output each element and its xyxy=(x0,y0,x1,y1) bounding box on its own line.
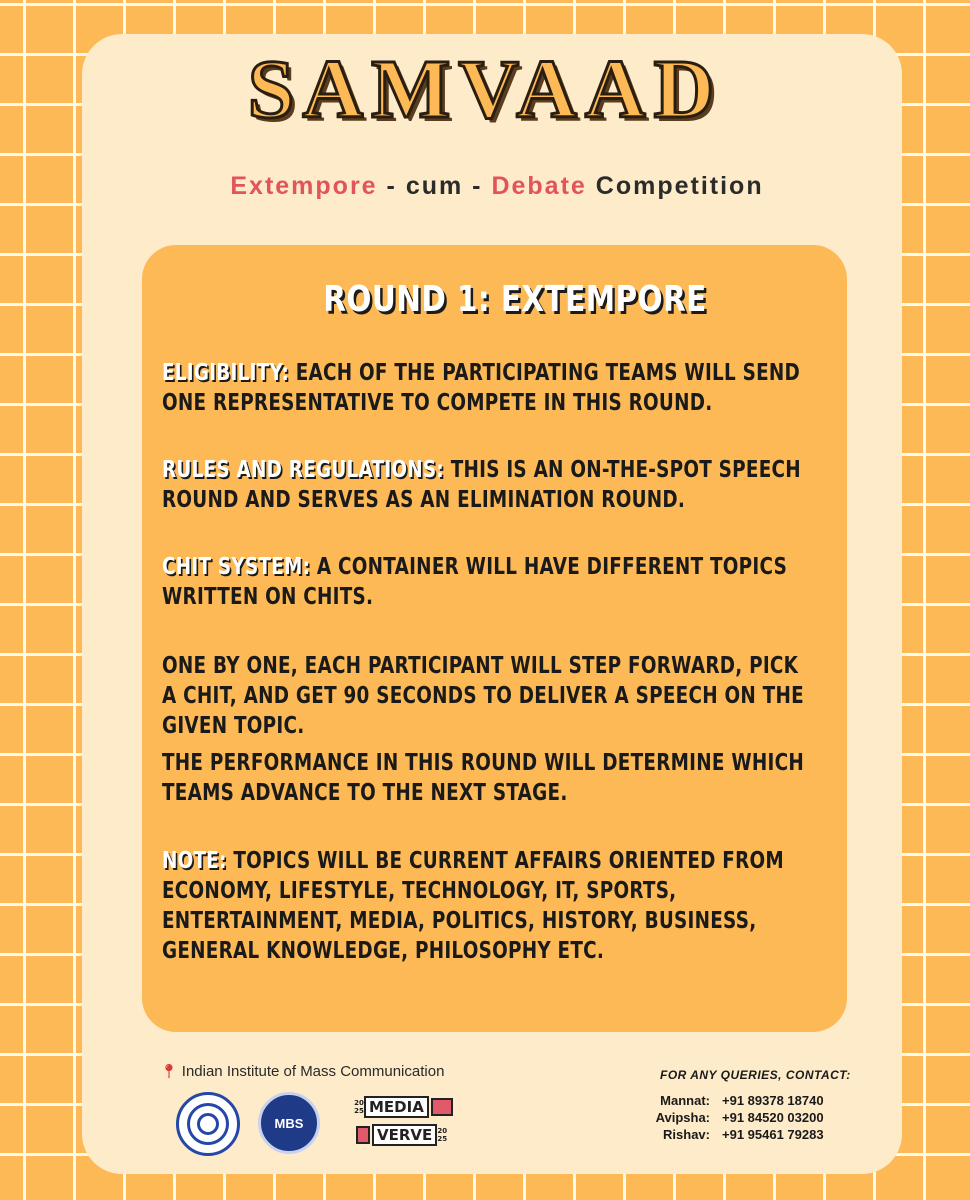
eligibility-paragraph xyxy=(162,358,818,418)
contact-name: Rishav: xyxy=(663,1127,710,1142)
year-bottom: 20 25 xyxy=(437,1127,448,1143)
event-subtitle xyxy=(0,172,970,201)
event-title: SAMVAAD xyxy=(247,43,723,136)
media-row xyxy=(354,1096,453,1118)
contact-phone[interactable]: +91 89378 18740 xyxy=(722,1093,824,1108)
media-text: MEDIA xyxy=(364,1096,429,1118)
note-label: NOTE: xyxy=(162,848,227,874)
subtitle-extempore: Extempore xyxy=(230,172,378,200)
chit-paragraph xyxy=(162,552,818,612)
performance-paragraph: THE PERFORMANCE IN THIS ROUND WILL DETERMINE WHICH TEAMS ADVANCE TO THE NEXT STAGE. xyxy=(162,750,804,806)
contact-phone[interactable]: +91 95461 79283 xyxy=(722,1127,824,1142)
subtitle-competition: Competition xyxy=(595,172,764,200)
step-paragraph: ONE BY ONE, EACH PARTICIPANT WILL STEP FORWARD, PICK A CHIT, AND GET 90 SECONDS TO DELIVER A SPEECH ON THE GIVEN TOPIC. xyxy=(162,653,804,739)
contact-row xyxy=(634,1092,824,1109)
verve-text: VERVE xyxy=(372,1124,437,1146)
institute-logo xyxy=(176,1092,240,1156)
camera-icon xyxy=(431,1098,453,1116)
location-text: Indian Institute of Mass Communication xyxy=(181,1063,445,1080)
contact-phone[interactable]: +91 84520 03200 xyxy=(722,1110,824,1125)
chit-label: CHIT SYSTEM: xyxy=(162,554,311,580)
rules-text: THIS IS AN ON-THE-SPOT SPEECH ROUND AND SERVES AS AN ELIMINATION ROUND. xyxy=(162,457,801,513)
note-text: TOPICS WILL BE CURRENT AFFAIRS ORIENTED FROM ECONOMY, LIFESTYLE, TECHNOLOGY, IT, SPORTS, ENTERTAINMENT, MEDIA, POLITICS, HISTORY, BUSINESS, GENERAL KNOWLEDGE, PHILOSOPHY ETC. xyxy=(162,848,784,964)
rules-paragraph xyxy=(162,455,818,515)
note-paragraph xyxy=(162,846,818,966)
mbs-logo-text: MBS xyxy=(274,1115,304,1131)
play-icon xyxy=(356,1126,370,1144)
mbs-logo xyxy=(258,1092,320,1154)
subtitle-debate: Debate xyxy=(491,172,587,200)
subtitle-cum: - cum - xyxy=(386,172,483,200)
contact-name: Mannat: xyxy=(660,1093,710,1108)
verve-row xyxy=(356,1124,447,1146)
media-verve-logo xyxy=(354,1096,454,1160)
year-top: 20 25 xyxy=(354,1099,364,1115)
contact-row xyxy=(634,1126,824,1143)
chit-text: A CONTAINER WILL HAVE DIFFERENT TOPICS WRITTEN ON CHITS. xyxy=(162,554,788,610)
round-title: ROUND 1: EXTEMPORE xyxy=(323,279,707,320)
contact-heading: FOR ANY QUERIES, CONTACT: xyxy=(660,1068,851,1082)
map-pin-icon: 📍︎ xyxy=(160,1063,178,1079)
contact-row xyxy=(634,1109,824,1126)
contact-name: Avipsha: xyxy=(655,1110,710,1125)
eligibility-label: ELIGIBILITY: xyxy=(162,360,290,386)
rules-label: RULES AND REGULATIONS: xyxy=(162,457,445,483)
location-line xyxy=(160,1063,444,1080)
eligibility-text: EACH OF THE PARTICIPATING TEAMS WILL SEND ONE REPRESENTATIVE TO COMPETE IN THIS ROUND. xyxy=(162,360,801,416)
contact-list xyxy=(634,1092,824,1143)
